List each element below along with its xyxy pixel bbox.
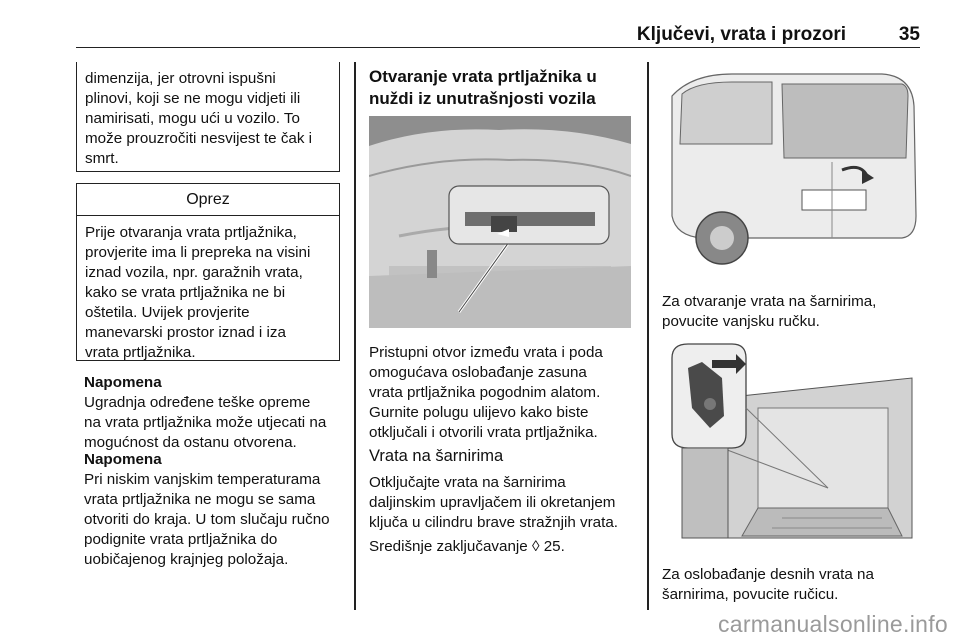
text-line: Ugradnja određene teške opreme <box>84 394 311 411</box>
van-interior-caption <box>662 565 924 605</box>
text-line: Otključajte vrata na šarnirima <box>369 474 566 491</box>
caution-text <box>77 216 339 369</box>
text-line: Prije otvaranja vrata prtljažnika, <box>85 224 297 241</box>
note-title: Napomena <box>84 374 162 391</box>
text-line: povucite vanjsku ručku. <box>662 313 820 330</box>
reference-page: 25. <box>543 538 565 555</box>
hinged-section-title: Vrata na šarnirima <box>369 447 504 465</box>
text-line: vrata prtljažnika ne mogu se sama <box>84 491 316 508</box>
text-line: mogućnost da ostanu otvorena. <box>84 434 297 451</box>
emergency-section-title <box>369 66 637 110</box>
van-exterior-caption <box>662 292 924 332</box>
hinged-body <box>369 473 637 533</box>
text-line: provjerite ima li prepreka na visini <box>85 244 311 261</box>
text-line: šarnirima, povucite ručicu. <box>662 586 839 603</box>
text-line: oštetila. Uvijek provjerite <box>85 304 250 321</box>
reference-label: Središnje zaključavanje <box>369 538 528 555</box>
text-line: na vrata prtljažnika može utjecati na <box>84 414 327 431</box>
central-locking-reference[interactable] <box>369 537 637 557</box>
text-line: smrt. <box>85 150 119 167</box>
text-line: namirisati, mogu ući u vozilo. To <box>85 110 300 127</box>
text-line: može prouzročiti nesvijest te čak i <box>85 130 313 147</box>
text-line: Pri niskim vanjskim temperaturama <box>84 471 321 488</box>
text-line: kako se vrata prtljažnika ne bi <box>85 284 286 301</box>
title-line: nuždi iz unutrašnjosti vozila <box>369 89 596 108</box>
text-line: otvoriti do kraja. U tom slučaju ručno <box>84 511 330 528</box>
title-line: Otvaranje vrata prtljažnika u <box>369 67 597 86</box>
chapter-title: Ključevi, vrata i prozori <box>636 24 846 45</box>
caution-title: Oprez <box>77 184 339 216</box>
emergency-body <box>369 343 637 443</box>
page-number: 35 <box>898 24 920 45</box>
watermark: carmanualsonline.info <box>717 611 948 637</box>
text-line: uobičajenog krajnjeg položaja. <box>84 551 289 568</box>
text-line: manevarski prostor iznad i iza <box>85 324 286 341</box>
text-line: daljinskim upravljačem ili okretanjem <box>369 494 616 511</box>
warning-text <box>77 62 339 175</box>
column-divider <box>354 62 356 610</box>
page-header <box>76 22 920 48</box>
van-interior-illustration <box>662 338 924 550</box>
text-line: Pristupni otvor između vrata i poda <box>369 344 603 361</box>
note-low-temperature <box>84 450 346 570</box>
interior-latch-illustration <box>369 116 631 328</box>
text-line: dimenzija, jer otrovni ispušni <box>85 70 276 87</box>
page-reference-icon: ◊ <box>531 538 540 555</box>
text-line: iznad vozila, npr. garažnih vrata, <box>85 264 303 281</box>
text-line: vrata prtljažnika pogodnim alatom. <box>369 384 601 401</box>
text-line: omogućava oslobađanje zasuna <box>369 364 587 381</box>
text-line: podignite vrata prtljažnika do <box>84 531 278 548</box>
caution-box <box>76 183 340 361</box>
text-line: otključali i otvorili vrata prtljažnika. <box>369 424 598 441</box>
text-line: Za otvaranje vrata na šarnirima, <box>662 293 877 310</box>
text-line: ključa u cilindru brave stražnjih vrata. <box>369 514 619 531</box>
text-line: Za oslobađanje desnih vrata na <box>662 566 874 583</box>
note-title: Napomena <box>84 451 162 468</box>
column-divider <box>647 62 649 610</box>
van-exterior-illustration <box>662 66 924 278</box>
note-heavy-equipment <box>84 373 346 453</box>
text-line: plinovi, koji se ne mogu vidjeti ili <box>85 90 301 107</box>
warning-box <box>76 62 340 172</box>
text-line: Gurnite polugu ulijevo kako biste <box>369 404 589 421</box>
text-line: vrata prtljažnika. <box>85 344 196 361</box>
